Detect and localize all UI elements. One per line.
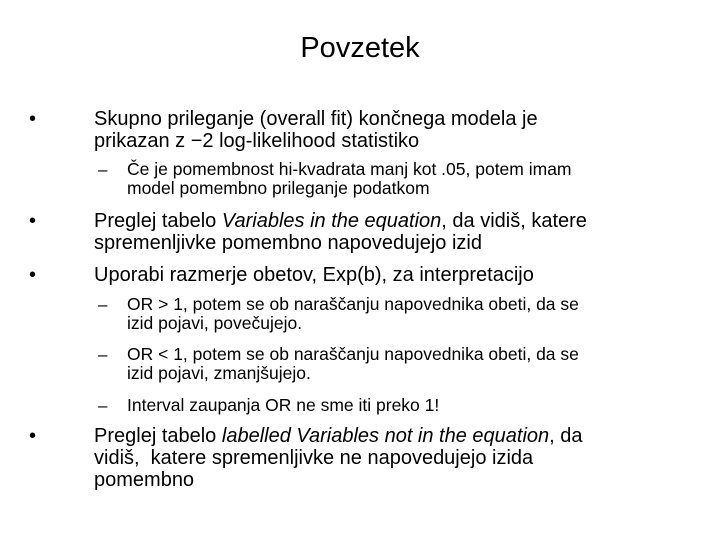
text-line bbox=[127, 364, 311, 383]
text: pomembno bbox=[94, 469, 195, 491]
text: prikazan z −2 log-likelihood statistiko bbox=[94, 130, 420, 152]
dash-marker: – bbox=[98, 396, 108, 415]
text-line bbox=[94, 447, 533, 469]
dash-marker: – bbox=[98, 295, 108, 314]
text: Preglej tabelo bbox=[94, 210, 222, 232]
italic-text: labelled Variables not in the equation bbox=[221, 425, 550, 447]
text: Skupno prileganje (overall fit) končnega modela je bbox=[94, 108, 538, 130]
text: OR > 1, potem se ob naraščanju napovednika obeti, da se bbox=[127, 294, 579, 314]
text-line bbox=[94, 425, 583, 447]
text: spremenljivke pomembno napovedujejo izid bbox=[94, 232, 482, 254]
text-line bbox=[94, 130, 419, 152]
text-line bbox=[127, 396, 439, 415]
text: izid pojavi, povečujejo. bbox=[127, 313, 303, 333]
dash-marker: – bbox=[98, 345, 108, 364]
text-line bbox=[94, 469, 194, 491]
text: OR < 1, potem se ob naraščanju napovednika obeti, da se bbox=[127, 344, 579, 364]
text-line bbox=[127, 179, 430, 198]
text-line bbox=[127, 295, 579, 314]
text-line bbox=[127, 345, 579, 364]
bullet-marker: • bbox=[29, 108, 37, 130]
text-line bbox=[94, 108, 538, 130]
bullet-marker: • bbox=[29, 264, 37, 286]
text: vidiš, katere spremenljivke ne napovedujejo izida bbox=[94, 447, 534, 469]
slide-title: Povzetek bbox=[300, 32, 420, 64]
dash-marker: – bbox=[98, 160, 108, 179]
bullet-marker: • bbox=[29, 210, 37, 232]
bullet-marker: • bbox=[29, 425, 37, 447]
text: Uporabi razmerje obetov, Exp(b), za interpretacijo bbox=[94, 264, 534, 286]
text: Interval zaupanja OR ne sme iti preko 1! bbox=[127, 395, 440, 415]
text: Preglej tabelo bbox=[94, 425, 222, 447]
text-line bbox=[127, 160, 572, 179]
italic-text: Variables in the equation bbox=[221, 210, 442, 232]
text: Če je pomembnost hi-kvadrata manj kot .05, potem imam bbox=[127, 159, 572, 179]
text: model pomembno prileganje podatkom bbox=[127, 178, 430, 198]
text: , da vidiš, katere bbox=[441, 210, 587, 232]
text-line bbox=[94, 232, 482, 254]
text-line bbox=[94, 210, 587, 232]
text-line bbox=[127, 314, 302, 333]
text: , da bbox=[549, 425, 583, 447]
text-line bbox=[94, 264, 534, 286]
text: izid pojavi, zmanjšujejo. bbox=[127, 363, 311, 383]
